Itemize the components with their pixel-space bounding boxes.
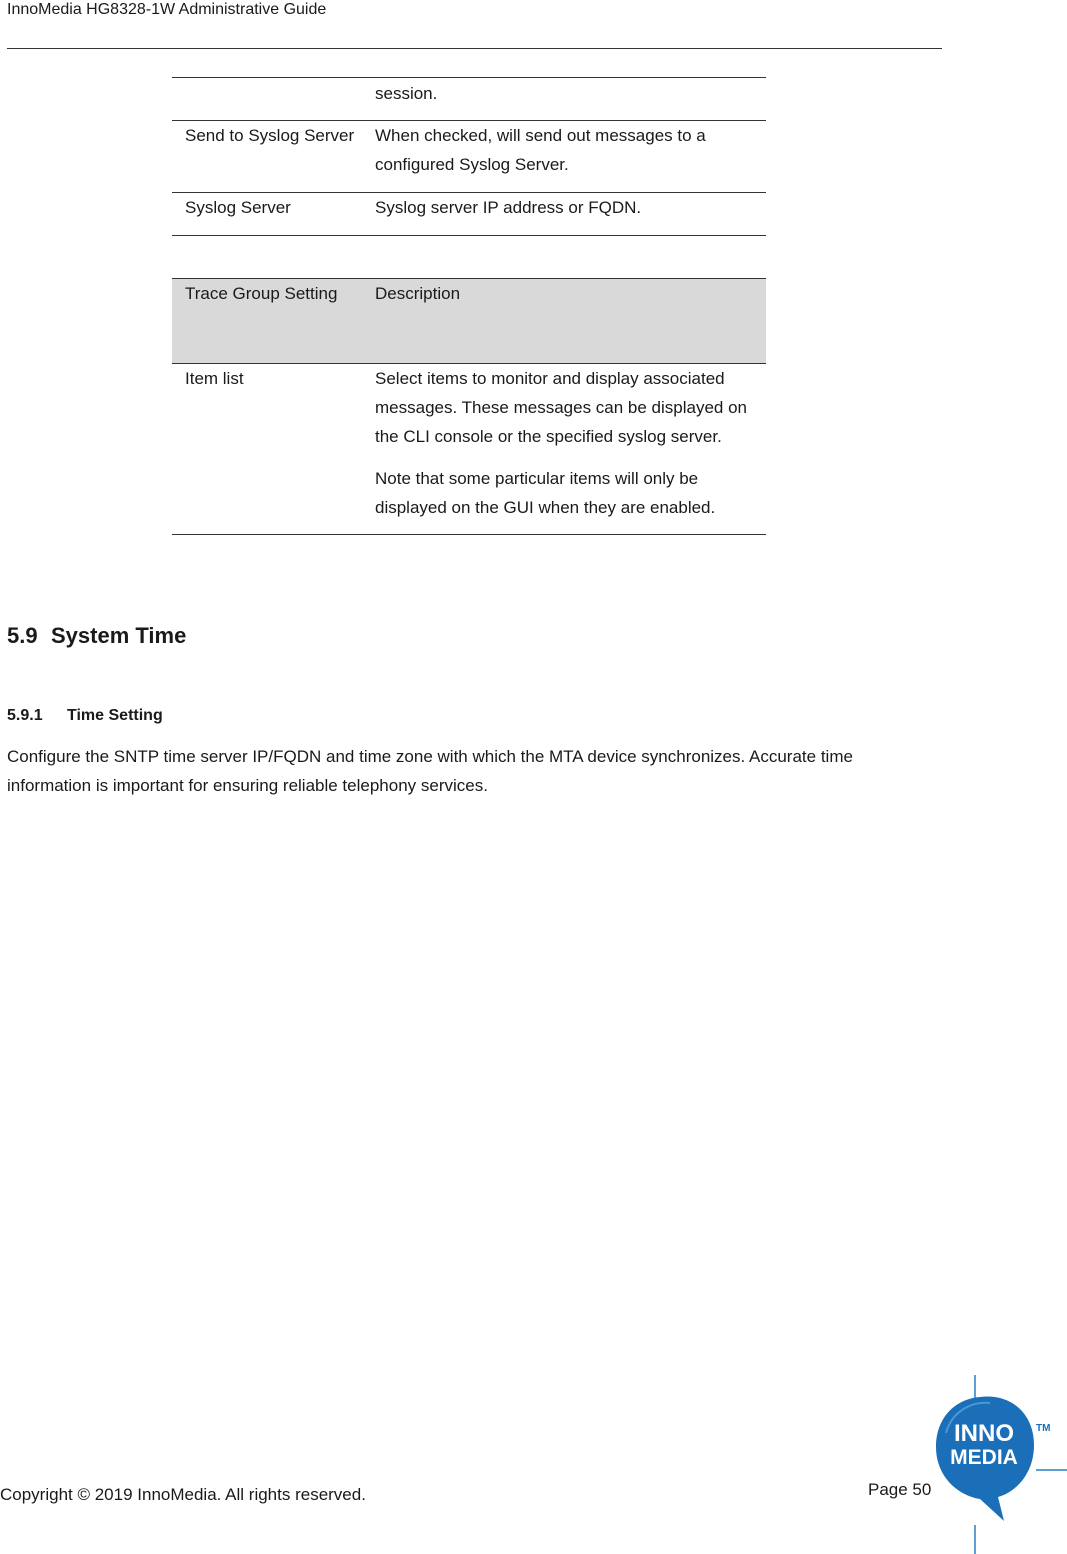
- description-cell: session.: [375, 84, 438, 103]
- header-setting-cell: Trace Group Setting: [185, 284, 338, 303]
- table-row: [172, 364, 766, 535]
- header-divider: [7, 48, 942, 49]
- table-row: [172, 193, 766, 236]
- header-description-cell: Description: [375, 284, 461, 303]
- description-paragraph: Select items to monitor and display associated messages. These messages can be displayed on the CLI console or the specified syslog server.: [375, 369, 748, 446]
- section-title: System Time: [51, 623, 187, 648]
- logo-trademark: TM: [1036, 1423, 1051, 1434]
- document-header-title: InnoMedia HG8328-1W Administrative Guide: [7, 1, 327, 18]
- footer-copyright: Copyright © 2019 InnoMedia. All rights reserved.: [0, 1485, 366, 1504]
- page-number: Page 50: [868, 1480, 932, 1499]
- table-header-row: [172, 279, 766, 364]
- subsection-title: Time Setting: [67, 707, 163, 724]
- syslog-settings-table: [172, 77, 766, 236]
- logo-text-inno: INNO: [954, 1420, 1014, 1447]
- innomedia-logo: [928, 1375, 1067, 1554]
- setting-cell: [172, 78, 375, 121]
- trace-group-table: [172, 278, 766, 535]
- table-row: [172, 121, 766, 193]
- setting-cell: Syslog Server: [185, 198, 291, 217]
- setting-cell: Item list: [185, 369, 244, 388]
- description-cell: When checked, will send out messages to a configured Syslog Server.: [375, 126, 706, 174]
- table-row: [172, 78, 766, 121]
- body-paragraph: Configure the SNTP time server IP/FQDN and time zone with which the MTA device synchronizes. Accurate time information is important for ensuring reliable telephony services.: [7, 747, 853, 795]
- description-note: Note that some particular items will only be displayed on the GUI when they are enabled.: [375, 469, 716, 517]
- description-cell: Syslog server IP address or FQDN.: [375, 198, 642, 217]
- description-cell: [375, 364, 766, 535]
- logo-text-media: MEDIA: [950, 1446, 1018, 1469]
- section-heading: [7, 620, 186, 652]
- section-number: 5.9: [7, 623, 38, 648]
- subsection-number: 5.9.1: [7, 707, 43, 724]
- subsection-heading: [7, 703, 163, 729]
- setting-cell: Send to Syslog Server: [185, 126, 355, 145]
